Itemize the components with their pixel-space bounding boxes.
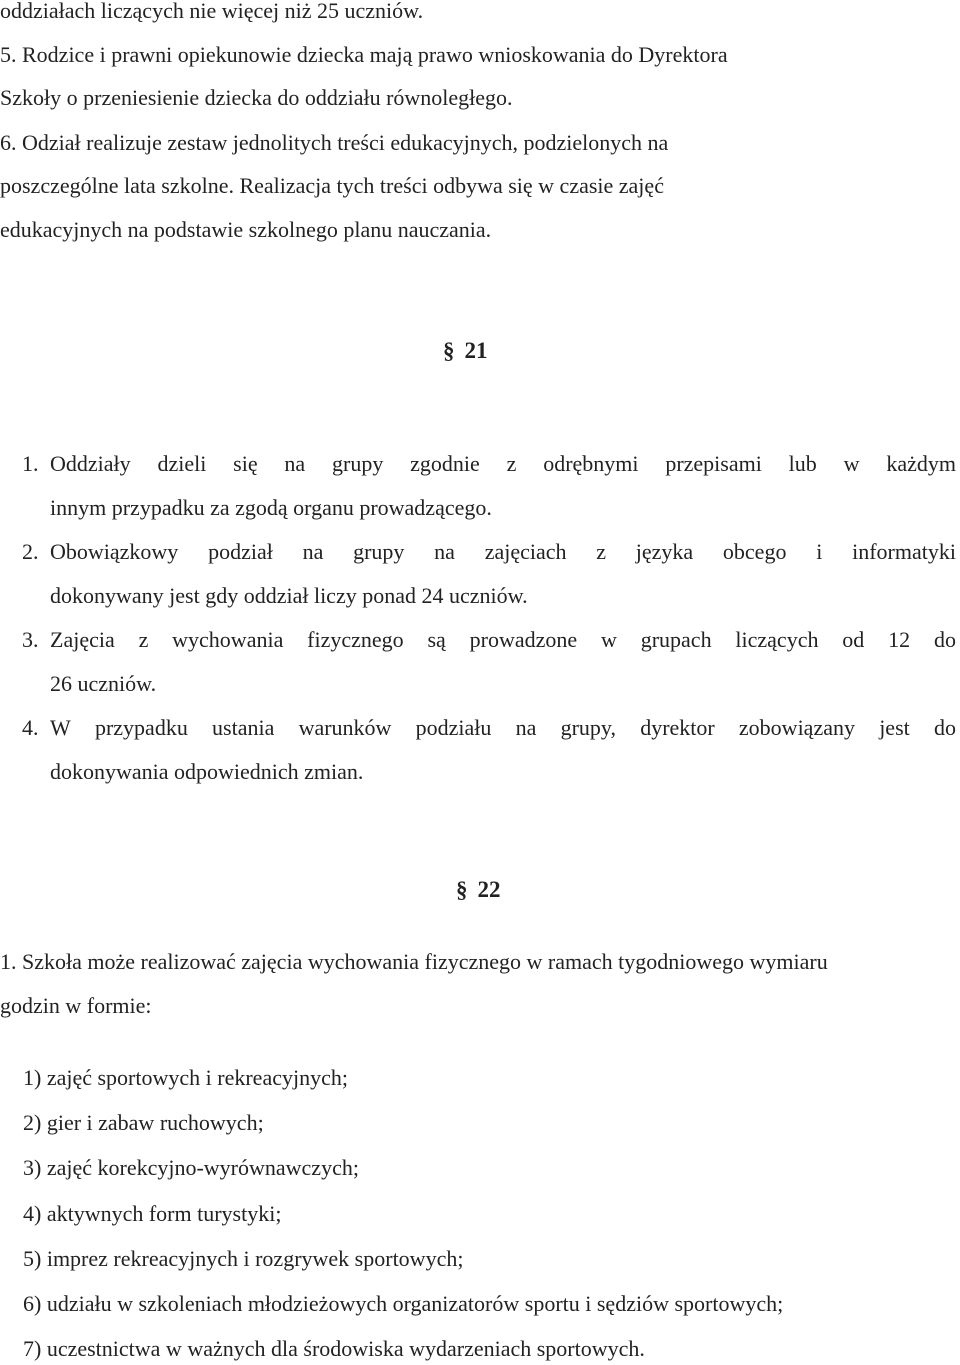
word: na bbox=[434, 539, 455, 564]
word: z bbox=[596, 539, 607, 564]
word: zajęciach bbox=[484, 539, 567, 564]
word: Oddziały bbox=[50, 451, 131, 476]
word: z bbox=[138, 627, 149, 652]
word: w bbox=[843, 451, 860, 476]
word: do bbox=[933, 627, 956, 652]
word: W bbox=[50, 715, 71, 740]
word: z bbox=[506, 451, 517, 476]
list-item-number: 2. bbox=[22, 539, 39, 564]
list-item: 3) zajęć korekcyjno-wyrównawczych; bbox=[23, 1155, 359, 1181]
list-item-6-line-2: poszczególne lata szkolne. Realizacja tych treści odbywa się w czasie zajęć bbox=[0, 173, 664, 198]
section-22-intro-line-2: godzin w formie: bbox=[0, 993, 152, 1018]
word: na bbox=[515, 715, 537, 740]
word: przepisami bbox=[665, 451, 762, 476]
list-item: 1) zajęć sportowych i rekreacyjnych; bbox=[23, 1065, 348, 1090]
word: grupy, bbox=[560, 715, 616, 740]
word: wychowania bbox=[172, 627, 284, 652]
list-item: 7) uczestnictwa w ważnych dla środowiska wydarzeniach sportowych. bbox=[23, 1336, 645, 1362]
word: informatyki bbox=[852, 539, 956, 564]
word: języka bbox=[635, 539, 694, 564]
word: na bbox=[284, 451, 306, 476]
list-item: 5) imprez rekreacyjnych i rozgrywek sportowych; bbox=[23, 1245, 464, 1271]
section-22-intro-line-1: 1. Szkoła może realizować zajęcia wychowania fizycznego w ramach tygodniowego wymiaru bbox=[0, 949, 828, 974]
word: przypadku bbox=[94, 715, 188, 740]
word: obcego bbox=[722, 539, 787, 564]
section-number: 21 bbox=[464, 338, 488, 363]
list-item-number: 4. bbox=[22, 715, 39, 740]
list-item-6-line-3: edukacyjnych na podstawie szkolnego planu nauczania. bbox=[0, 217, 492, 242]
word: 12 bbox=[888, 627, 911, 652]
list-item: 6) udziału w szkoleniach młodzieżowych organizatorów sportu i sędziów sportowych; bbox=[23, 1291, 784, 1316]
list-item-number: 1. bbox=[22, 451, 39, 476]
word: podziału bbox=[415, 715, 492, 740]
word: ustania bbox=[212, 715, 275, 740]
section-symbol: § bbox=[456, 877, 468, 902]
list-item-line-2: innym przypadku za zgodą organu prowadzącego. bbox=[50, 495, 492, 520]
list-item-5-line-1: 5. Rodzice i prawni opiekunowie dziecka mają prawo wnioskowania do Dyrektora bbox=[0, 42, 728, 67]
list-item: 4) aktywnych form turystyki; bbox=[23, 1200, 282, 1226]
word: liczących bbox=[735, 627, 819, 652]
list-item-5-line-2: Szkoły o przeniesienie dziecka do oddziału równoległego. bbox=[0, 85, 513, 110]
word: Obowiązkowy bbox=[50, 539, 179, 564]
word: fizycznego bbox=[307, 627, 404, 652]
word: jest bbox=[879, 715, 910, 740]
word: każdym bbox=[886, 451, 956, 476]
list-item-line-2: dokonywania odpowiednich zmian. bbox=[50, 759, 364, 784]
list-item: 2) gier i zabaw ruchowych; bbox=[23, 1110, 264, 1136]
word: grupy bbox=[353, 539, 405, 564]
list-item-line-2: dokonywany jest gdy oddział liczy ponad 24 uczniów. bbox=[50, 583, 528, 608]
word: się bbox=[233, 451, 258, 476]
word: Zajęcia bbox=[50, 627, 115, 652]
word: grupy bbox=[332, 451, 384, 476]
section-heading-21 bbox=[443, 338, 488, 364]
word: lub bbox=[788, 451, 817, 476]
list-item-number: 3. bbox=[22, 627, 39, 652]
section-symbol: § bbox=[443, 338, 455, 363]
word: do bbox=[933, 715, 956, 740]
list-item-6-line-1: 6. Odział realizuje zestaw jednolitych treści edukacyjnych, podzielonych na bbox=[0, 130, 669, 155]
paragraph-line: oddziałach liczących nie więcej niż 25 uczniów. bbox=[0, 0, 424, 23]
word: w bbox=[601, 627, 617, 652]
section-heading-22 bbox=[456, 877, 501, 903]
list-item-line-2: 26 uczniów. bbox=[50, 671, 157, 696]
list-item-line-1 bbox=[50, 627, 956, 653]
list-item-line-1 bbox=[50, 715, 956, 741]
word: grupach bbox=[640, 627, 712, 652]
word: zobowiązany bbox=[738, 715, 855, 740]
word: od bbox=[842, 627, 865, 652]
word: dzieli bbox=[157, 451, 207, 476]
word: dyrektor bbox=[640, 715, 715, 740]
word: warunków bbox=[298, 715, 392, 740]
word: i bbox=[816, 539, 823, 564]
word: na bbox=[302, 539, 324, 564]
list-item-line-1 bbox=[50, 451, 956, 477]
word: podział bbox=[208, 539, 273, 564]
word: są bbox=[427, 627, 446, 652]
word: odrębnymi bbox=[543, 451, 639, 476]
section-number: 22 bbox=[477, 877, 501, 902]
list-item-line-1 bbox=[50, 539, 956, 565]
word: zgodnie bbox=[410, 451, 480, 476]
word: prowadzone bbox=[469, 627, 578, 652]
